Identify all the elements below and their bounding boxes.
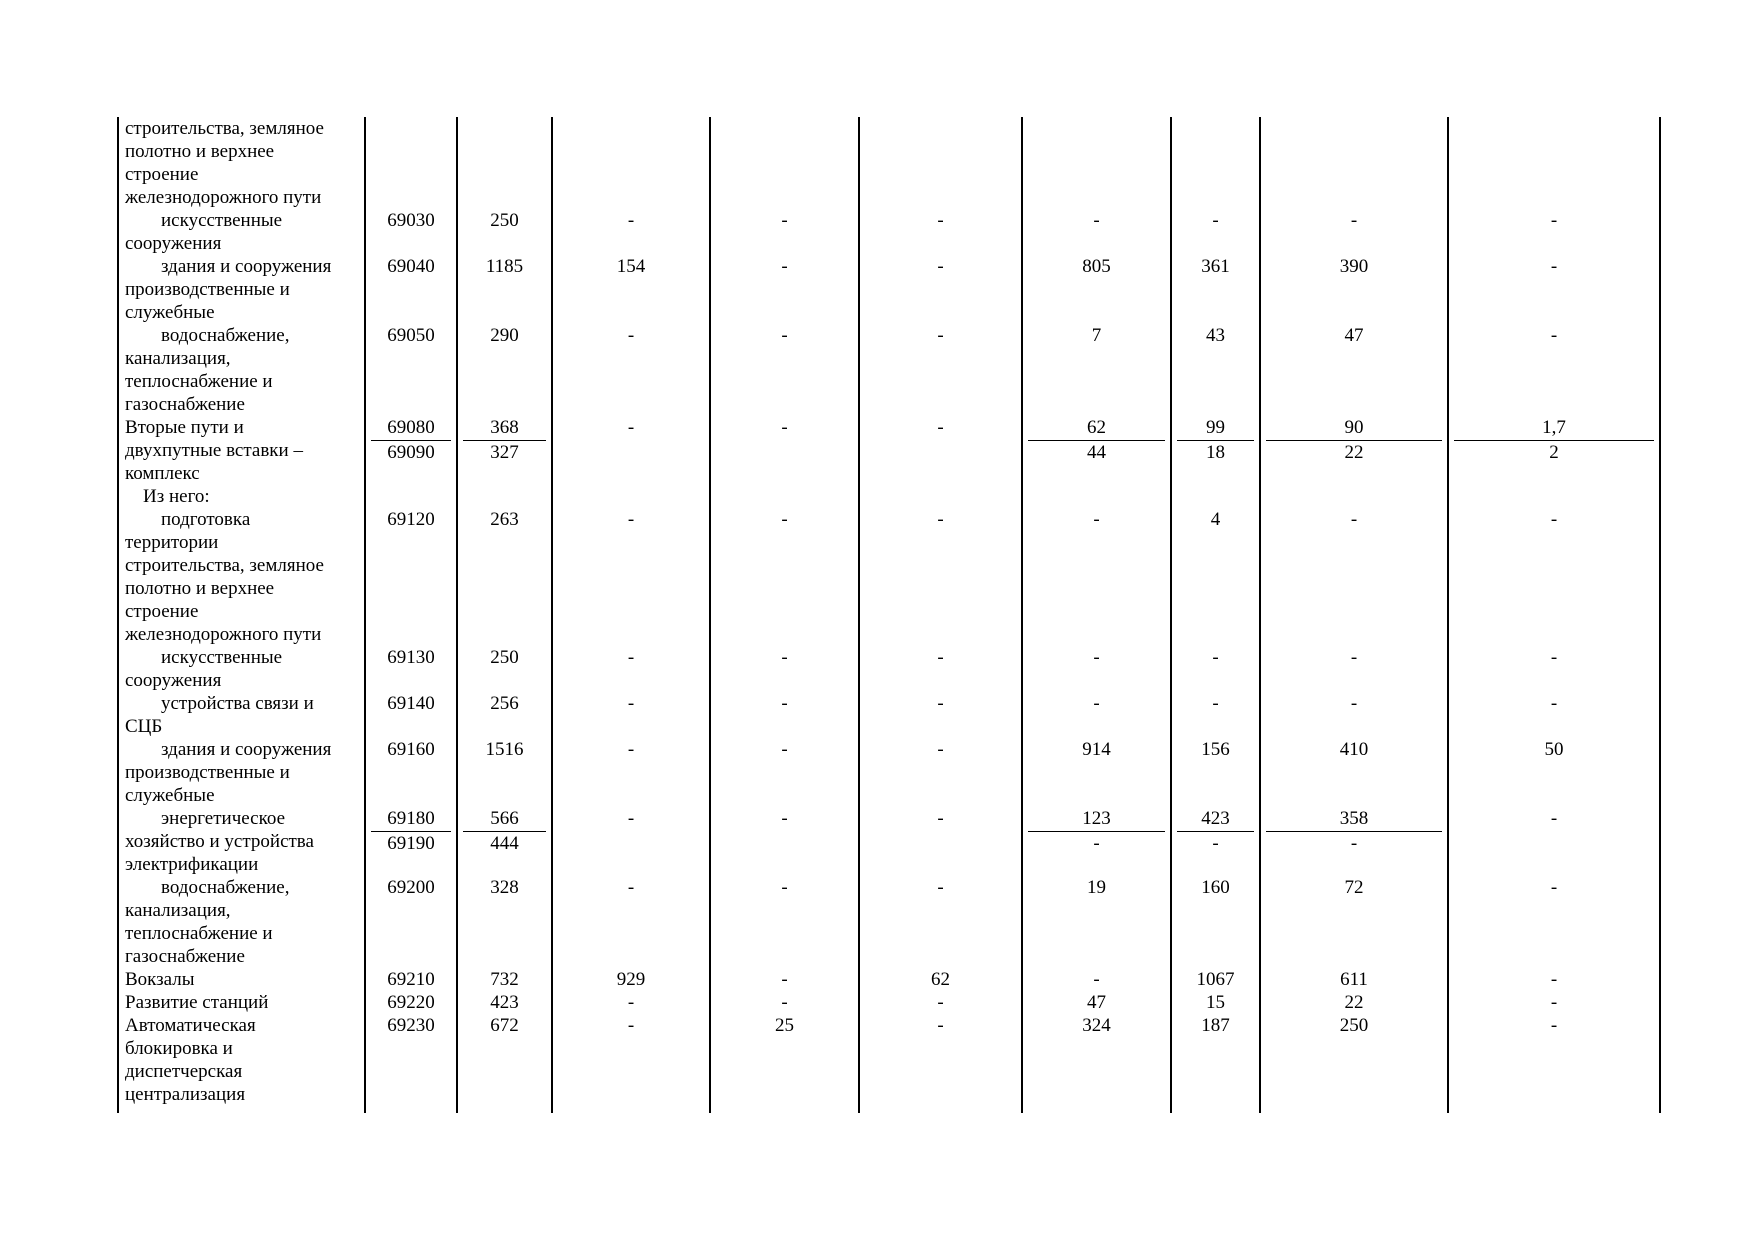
fraction-bar xyxy=(1266,831,1442,832)
row-label: канализация, xyxy=(125,348,231,369)
table-cell: - xyxy=(627,808,635,829)
row-label: электрификации xyxy=(125,854,259,875)
table-cell: 19 xyxy=(1087,877,1106,898)
row-label: строение xyxy=(125,164,199,185)
table-cell: - xyxy=(1550,509,1558,530)
table-cell: - xyxy=(1550,210,1558,231)
table-cell: 99 xyxy=(1206,417,1225,438)
column-border xyxy=(117,117,119,1113)
table-cell: - xyxy=(627,210,635,231)
fraction-bar xyxy=(1028,831,1165,832)
row-label: производственные и xyxy=(125,762,290,783)
table-cell-denominator: 327 xyxy=(490,442,519,463)
table-cell: - xyxy=(937,509,944,530)
row-label: диспетчерская xyxy=(125,1061,243,1082)
table-cell: - xyxy=(781,509,788,530)
table-cell: - xyxy=(781,256,788,277)
row-label: искусственные xyxy=(161,210,283,231)
row-label: искусственные xyxy=(161,647,283,668)
table-cell: 90 xyxy=(1344,417,1364,438)
table-cell-denominator: 2 xyxy=(1549,442,1559,463)
row-label: теплоснабжение и xyxy=(125,371,273,392)
table-cell: - xyxy=(937,325,944,346)
table-cell: 611 xyxy=(1340,969,1368,990)
table-cell: - xyxy=(627,877,635,898)
table-cell: - xyxy=(1212,693,1219,714)
table-cell-denominator: 22 xyxy=(1344,442,1364,463)
row-label: комплекс xyxy=(125,463,200,484)
row-label: строение xyxy=(125,601,199,622)
fraction-bar xyxy=(463,440,546,441)
table-cell: - xyxy=(781,739,788,760)
table-cell: 1067 xyxy=(1196,969,1235,990)
table-cell: - xyxy=(1093,210,1100,231)
table-cell: - xyxy=(781,693,788,714)
row-label: железнодорожного пути xyxy=(125,624,322,645)
table-cell: 368 xyxy=(490,417,519,438)
table-cell: 62 xyxy=(1087,417,1106,438)
row-label: территории xyxy=(125,532,219,553)
table-cell: 1185 xyxy=(485,256,524,277)
table-cell: 914 xyxy=(1082,739,1111,760)
table-cell: 805 xyxy=(1082,256,1111,277)
table-cell: 328 xyxy=(490,877,519,898)
row-label: Развитие станций xyxy=(125,992,269,1013)
row-label: служебные xyxy=(125,785,215,806)
table-cell: 72 xyxy=(1344,877,1364,898)
table-cell: - xyxy=(937,808,944,829)
row-label: производственные и xyxy=(125,279,290,300)
table-cell-denominator: - xyxy=(1350,833,1358,854)
fraction-bar xyxy=(1177,831,1254,832)
table-cell: - xyxy=(627,509,635,530)
table-cell: 160 xyxy=(1201,877,1230,898)
table-cell: 7 xyxy=(1091,325,1102,346)
table-cell: 250 xyxy=(490,210,519,231)
table-cell-denominator: 444 xyxy=(490,833,519,854)
table-cell: - xyxy=(1550,256,1558,277)
table-cell: 1,7 xyxy=(1542,417,1566,438)
table-cell-denominator: - xyxy=(1212,833,1219,854)
table-cell: 69130 xyxy=(387,647,435,668)
table-cell: - xyxy=(937,992,944,1013)
row-label: сооружения xyxy=(125,670,222,691)
row-label: сооружения xyxy=(125,233,222,254)
table-cell: 69080 xyxy=(387,417,435,438)
row-label: здания и сооружения xyxy=(161,256,332,277)
table-cell: - xyxy=(1550,992,1558,1013)
table-cell: 250 xyxy=(1339,1015,1369,1036)
table-cell: - xyxy=(937,210,944,231)
table-cell: - xyxy=(1550,693,1558,714)
table-cell: - xyxy=(627,325,635,346)
row-label: хозяйство и устройства xyxy=(125,831,314,852)
table-cell: 156 xyxy=(1201,739,1230,760)
table-cell: - xyxy=(1550,647,1558,668)
row-label: здания и сооружения xyxy=(161,739,332,760)
table-cell: 123 xyxy=(1082,808,1111,829)
table-cell: 250 xyxy=(490,647,519,668)
row-label: водоснабжение, xyxy=(161,877,290,898)
table-cell: - xyxy=(781,417,788,438)
fraction-bar xyxy=(1266,440,1442,441)
fraction-bar xyxy=(1028,440,1165,441)
table-cell: 410 xyxy=(1339,739,1369,760)
row-label: водоснабжение, xyxy=(161,325,290,346)
table-cell: 22 xyxy=(1344,992,1364,1013)
table-cell: - xyxy=(1093,693,1100,714)
row-label: полотно и верхнее xyxy=(125,141,275,162)
table-cell: - xyxy=(1093,969,1100,990)
data-table xyxy=(117,117,1663,1113)
row-label: Автоматическая xyxy=(125,1015,256,1036)
table-cell: 390 xyxy=(1339,256,1369,277)
table-cell: 324 xyxy=(1082,1015,1111,1036)
row-label: подготовка xyxy=(161,509,251,530)
row-label: энергетическое xyxy=(161,808,286,829)
table-cell: 69210 xyxy=(387,969,435,990)
row-label: канализация, xyxy=(125,900,231,921)
table-cell: 263 xyxy=(490,509,519,530)
table-cell: - xyxy=(1550,969,1558,990)
row-label: газоснабжение xyxy=(125,394,245,415)
table-cell: - xyxy=(1550,877,1558,898)
table-cell: 361 xyxy=(1201,256,1230,277)
fraction-bar xyxy=(463,831,546,832)
table-cell: - xyxy=(1350,693,1358,714)
fraction-bar xyxy=(1454,440,1654,441)
table-cell: - xyxy=(1550,808,1558,829)
table-cell: - xyxy=(1550,1015,1558,1036)
table-cell: 290 xyxy=(490,325,519,346)
table-cell: - xyxy=(627,1015,635,1036)
row-label: теплоснабжение и xyxy=(125,923,273,944)
fraction-bar xyxy=(1177,440,1254,441)
row-label: устройства связи и xyxy=(161,693,314,714)
row-label: полотно и верхнее xyxy=(125,578,275,599)
row-label: Вторые пути и xyxy=(125,417,244,438)
row-label: газоснабжение xyxy=(125,946,245,967)
table-cell: - xyxy=(1350,647,1358,668)
table-cell: - xyxy=(1350,509,1358,530)
table-cell: 423 xyxy=(1201,808,1230,829)
table-cell: - xyxy=(781,877,788,898)
table-cell: - xyxy=(627,693,635,714)
table-cell: 62 xyxy=(931,969,950,990)
table-cell: - xyxy=(1350,210,1358,231)
table-cell: 1516 xyxy=(485,739,524,760)
row-label: блокировка и xyxy=(125,1038,233,1059)
table-cell: 187 xyxy=(1201,1015,1230,1036)
table-cell: 69180 xyxy=(387,808,435,829)
table-cell: - xyxy=(627,417,635,438)
table-cell: 423 xyxy=(490,992,519,1013)
row-label: Вокзалы xyxy=(125,969,195,990)
table-cell: - xyxy=(937,647,944,668)
table-cell: - xyxy=(781,647,788,668)
table-cell-denominator: 69190 xyxy=(387,833,435,854)
table-cell: 47 xyxy=(1344,325,1364,346)
table-cell: 25 xyxy=(775,1015,794,1036)
row-label: строительства, земляное xyxy=(125,118,324,139)
table-cell: 69230 xyxy=(387,1015,435,1036)
table-cell: - xyxy=(937,256,944,277)
table-cell: 69030 xyxy=(387,210,435,231)
table-cell: - xyxy=(781,210,788,231)
table-cell: - xyxy=(937,1015,944,1036)
table-cell: - xyxy=(937,877,944,898)
table-cell: 69120 xyxy=(387,509,435,530)
table-cell: 672 xyxy=(490,1015,519,1036)
table-cell: - xyxy=(937,417,944,438)
table-cell: - xyxy=(781,969,788,990)
row-label: централизация xyxy=(125,1084,246,1105)
table-cell: - xyxy=(627,647,635,668)
table-cell: - xyxy=(1093,647,1100,668)
fraction-bar xyxy=(371,831,451,832)
fraction-bar xyxy=(371,440,451,441)
row-label: железнодорожного пути xyxy=(125,187,322,208)
table-cell: 732 xyxy=(490,969,519,990)
table-cell: - xyxy=(627,739,635,760)
row-label: Из него: xyxy=(143,486,210,507)
table-cell: - xyxy=(937,739,944,760)
table-cell: 69050 xyxy=(387,325,435,346)
row-label: строительства, земляное xyxy=(125,555,324,576)
table-cell: - xyxy=(1212,647,1219,668)
table-cell: 929 xyxy=(616,969,646,990)
table-cell: 358 xyxy=(1339,808,1369,829)
table-cell: 15 xyxy=(1206,992,1225,1013)
table-cell: 69160 xyxy=(387,739,435,760)
row-label: служебные xyxy=(125,302,215,323)
row-label: СЦБ xyxy=(125,716,163,737)
table-cell: 43 xyxy=(1206,325,1225,346)
table-cell: 4 xyxy=(1210,509,1221,530)
table-cell-denominator: 44 xyxy=(1087,442,1106,463)
table-cell-denominator: - xyxy=(1093,833,1100,854)
table-cell: 47 xyxy=(1087,992,1106,1013)
table-cell: 256 xyxy=(490,693,519,714)
table-cell: 566 xyxy=(490,808,519,829)
table-cell: - xyxy=(937,693,944,714)
row-label: двухпутные вставки – xyxy=(125,440,303,461)
table-cell: 69200 xyxy=(387,877,435,898)
table-cell: - xyxy=(627,992,635,1013)
table-cell: - xyxy=(781,325,788,346)
table-cell: 50 xyxy=(1544,739,1564,760)
table-cell-denominator: 69090 xyxy=(387,442,435,463)
table-cell: 69140 xyxy=(387,693,435,714)
table-cell: - xyxy=(1093,509,1100,530)
table-cell-denominator: 18 xyxy=(1206,442,1225,463)
table-cell: 69220 xyxy=(387,992,435,1013)
table-cell: - xyxy=(781,808,788,829)
table-cell: - xyxy=(1212,210,1219,231)
table-cell: 69040 xyxy=(387,256,435,277)
table-cell: - xyxy=(1550,325,1558,346)
table-cell: - xyxy=(781,992,788,1013)
table-cell: 154 xyxy=(616,256,646,277)
